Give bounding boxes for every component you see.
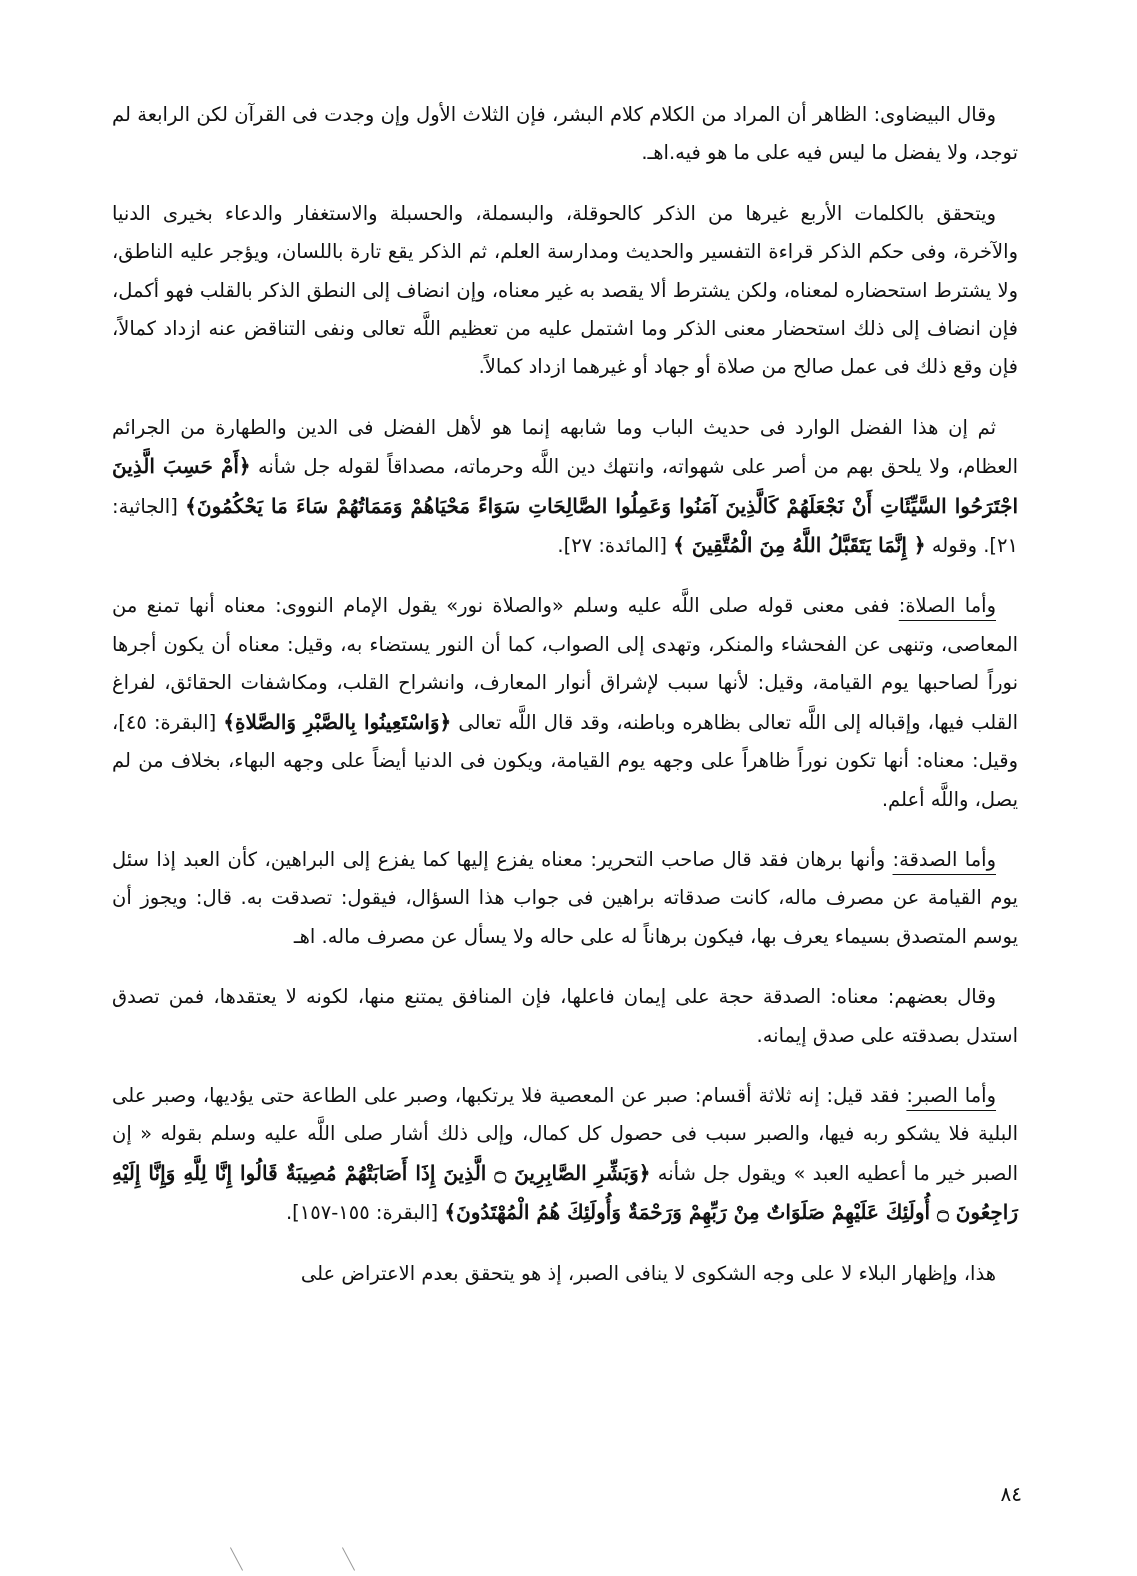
quran-verse: ﴿أَمْ حَسِبَ الَّذِينَ اجْتَرَحُوا السَّيِّئَاتِ أَنْ نَجْعَلَهُمْ كَالَّذِينَ آمَنُوا وَعَمِلُوا الصَّالِحَاتِ سَوَاءً مَحْيَاهُمْ وَمَمَاتُهُمْ سَاءَ مَا يَحْكُمُونَ﴾ <box>112 454 1018 518</box>
quran-verse: ﴿ إِنَّمَا يَتَقَبَّلُ اللَّهُ مِنَ الْمُتَّقِينَ ﴾ <box>673 533 926 558</box>
paragraph-p2 <box>112 195 1018 387</box>
paragraph-p4 <box>112 587 1018 818</box>
body-text <box>112 96 1018 1293</box>
paragraph-p6 <box>112 978 1018 1055</box>
text-run: ثم إن هذا الفضل الوارد فى حديث الباب وما شابهه إنما هو لأهل الفضل فى الدين والطهارة من الجرائم العظام، ولا يلحق بهم من أصر على شهواته، وانتهك دين اللَّه وحرماته، مصداقاً لقوله جل شأنه <box>112 415 1018 479</box>
text-run: [البقرة: ١٥٥-١٥٧]. <box>285 1201 445 1225</box>
section-heading: وأما الصبر: <box>906 1083 997 1107</box>
quran-verse: ﴿وَبَشِّرِ الصَّابِرِينَ ۝ الَّذِينَ إِذَا أَصَابَتْهُمْ مُصِيبَةٌ قَالُوا إِنَّا لِلَّهِ وَإِنَّا إِلَيْهِ رَاجِعُونَ ۝ أُولَئِكَ عَلَيْهِمْ صَلَوَاتٌ مِنْ رَبِّهِمْ وَرَحْمَةٌ وَأُولَئِكَ هُمُ الْمُهْتَدُونَ﴾ <box>112 1160 1018 1225</box>
scan-artifact-mark <box>230 1547 243 1570</box>
text-run: [الجاثية: ٢١]. وقوله <box>112 494 1018 558</box>
page-number: ٨٤ <box>1000 1482 1022 1506</box>
text-run: وقال بعضهم: معناه: الصدقة حجة على إيمان فاعلها، فإن المنافق يمتنع منها، لكونه لا يعتقدها، فمن تصدق استدل بصدقته على صدق إيمانه. <box>112 985 1018 1047</box>
paragraph-p3 <box>112 409 1018 566</box>
quran-verse: ﴿وَاسْتَعِينُوا بِالصَّبْرِ وَالصَّلاةِ﴾ <box>223 709 452 734</box>
text-run: فقد قيل: إنه ثلاثة أقسام: صبر عن المعصية فلا يرتكبها، وصبر على الطاعة حتى يؤديها، وصبر على البلية فلا يشكو ربه فيها، والصبر سبب فى حصول كل كمال، وإلى ذلك أشار صلى اللَّه عليه وسلم بقوله « إن الصبر خير ما أعطيه العبد » ويقول جل شأنه <box>112 1083 1018 1185</box>
section-heading: وأما الصلاة: <box>898 594 996 618</box>
text-run: ويتحقق بالكلمات الأربع غيرها من الذكر كالحوقلة، والبسملة، والحسبلة والاستغفار والدعاء بخيرى الدنيا والآخرة، وفى حكم الذكر قراءة التفسير والحديث ومدارسة العلم، ثم الذكر يقع تارة باللسان، ويؤجر عليه الناطق، ولا يشترط استحضاره لمعناه، ولكن يشترط ألا يقصد به غير معناه، وإن انضاف إلى النطق الذكر بالقلب فهو أكمل، فإن انضاف إلى ذلك استحضار معنى الذكر وما اشتمل عليه من تعظيم اللَّه تعالى ونفى التناقض عنه ازداد كمالاً، فإن وقع ذلك فى عمل صالح من صلاة أو جهاد أو غيرهما ازداد كمالاً. <box>112 201 1018 379</box>
text-run: [المائدة: ٢٧]. <box>557 534 674 558</box>
scan-artifact-mark <box>342 1547 355 1570</box>
paragraph-p8 <box>112 1255 1018 1293</box>
paragraph-p7 <box>112 1077 1018 1233</box>
paragraph-p5 <box>112 841 1018 956</box>
text-run: وقال البيضاوى: الظاهر أن المراد من الكلام كلام البشر، فإن الثلاث الأول وإن وجدت فى القرآن لكن الرابعة لم توجد، ولا يفضل ما ليس فيه على ما هو فيه.اهـ. <box>112 103 1018 165</box>
text-run: ففى معنى قوله صلى اللَّه عليه وسلم «والصلاة نور» يقول الإمام النووى: معناه أنها تمنع من المعاصى، وتنهى عن الفحشاء والمنكر، وتهدى إلى الصواب، كما أن النور يستضاء به، وقيل: معناه أن يكون أجرها نوراً لصاحبها يوم القيامة، وقيل: لأنها سبب لإشراق أنوار المعارف، وانشراح القلب، ومكاشفات الحقائق، لفراغ القلب فيها، وإقباله إلى اللَّه تعالى بظاهره وباطنه، وقد قال اللَّه تعالى <box>112 594 1018 734</box>
text-run: هذا، وإظهار البلاء لا على وجه الشكوى لا ينافى الصبر، إذ هو يتحقق بعدم الاعتراض على <box>300 1261 996 1285</box>
text-run: وأنها برهان فقد قال صاحب التحرير: معناه يفزع إليها كما يفزع إلى البراهين، كأن العبد إذا سئل يوم القيامة عن مصرف ماله، كانت صدقاته براهين فى جواب هذا السؤال، فيقول: تصدقت به. قال: ويجوز أن يوسم المتصدق بسيماء يعرف بها، فيكون برهاناً له على حاله ولا يسأل عن مصرف ماله. اهـ <box>112 847 1018 948</box>
section-heading: وأما الصدقة: <box>892 847 996 871</box>
paragraph-p1 <box>112 96 1018 173</box>
text-run: [البقرة: ٤٥]، وقيل: معناه: أنها تكون نوراً ظاهراً على وجهه يوم القيامة، ويكون فى الدنيا أيضاً على وجهه البهاء، بخلاف من لم يصل، واللَّه أعلم. <box>112 710 1018 811</box>
